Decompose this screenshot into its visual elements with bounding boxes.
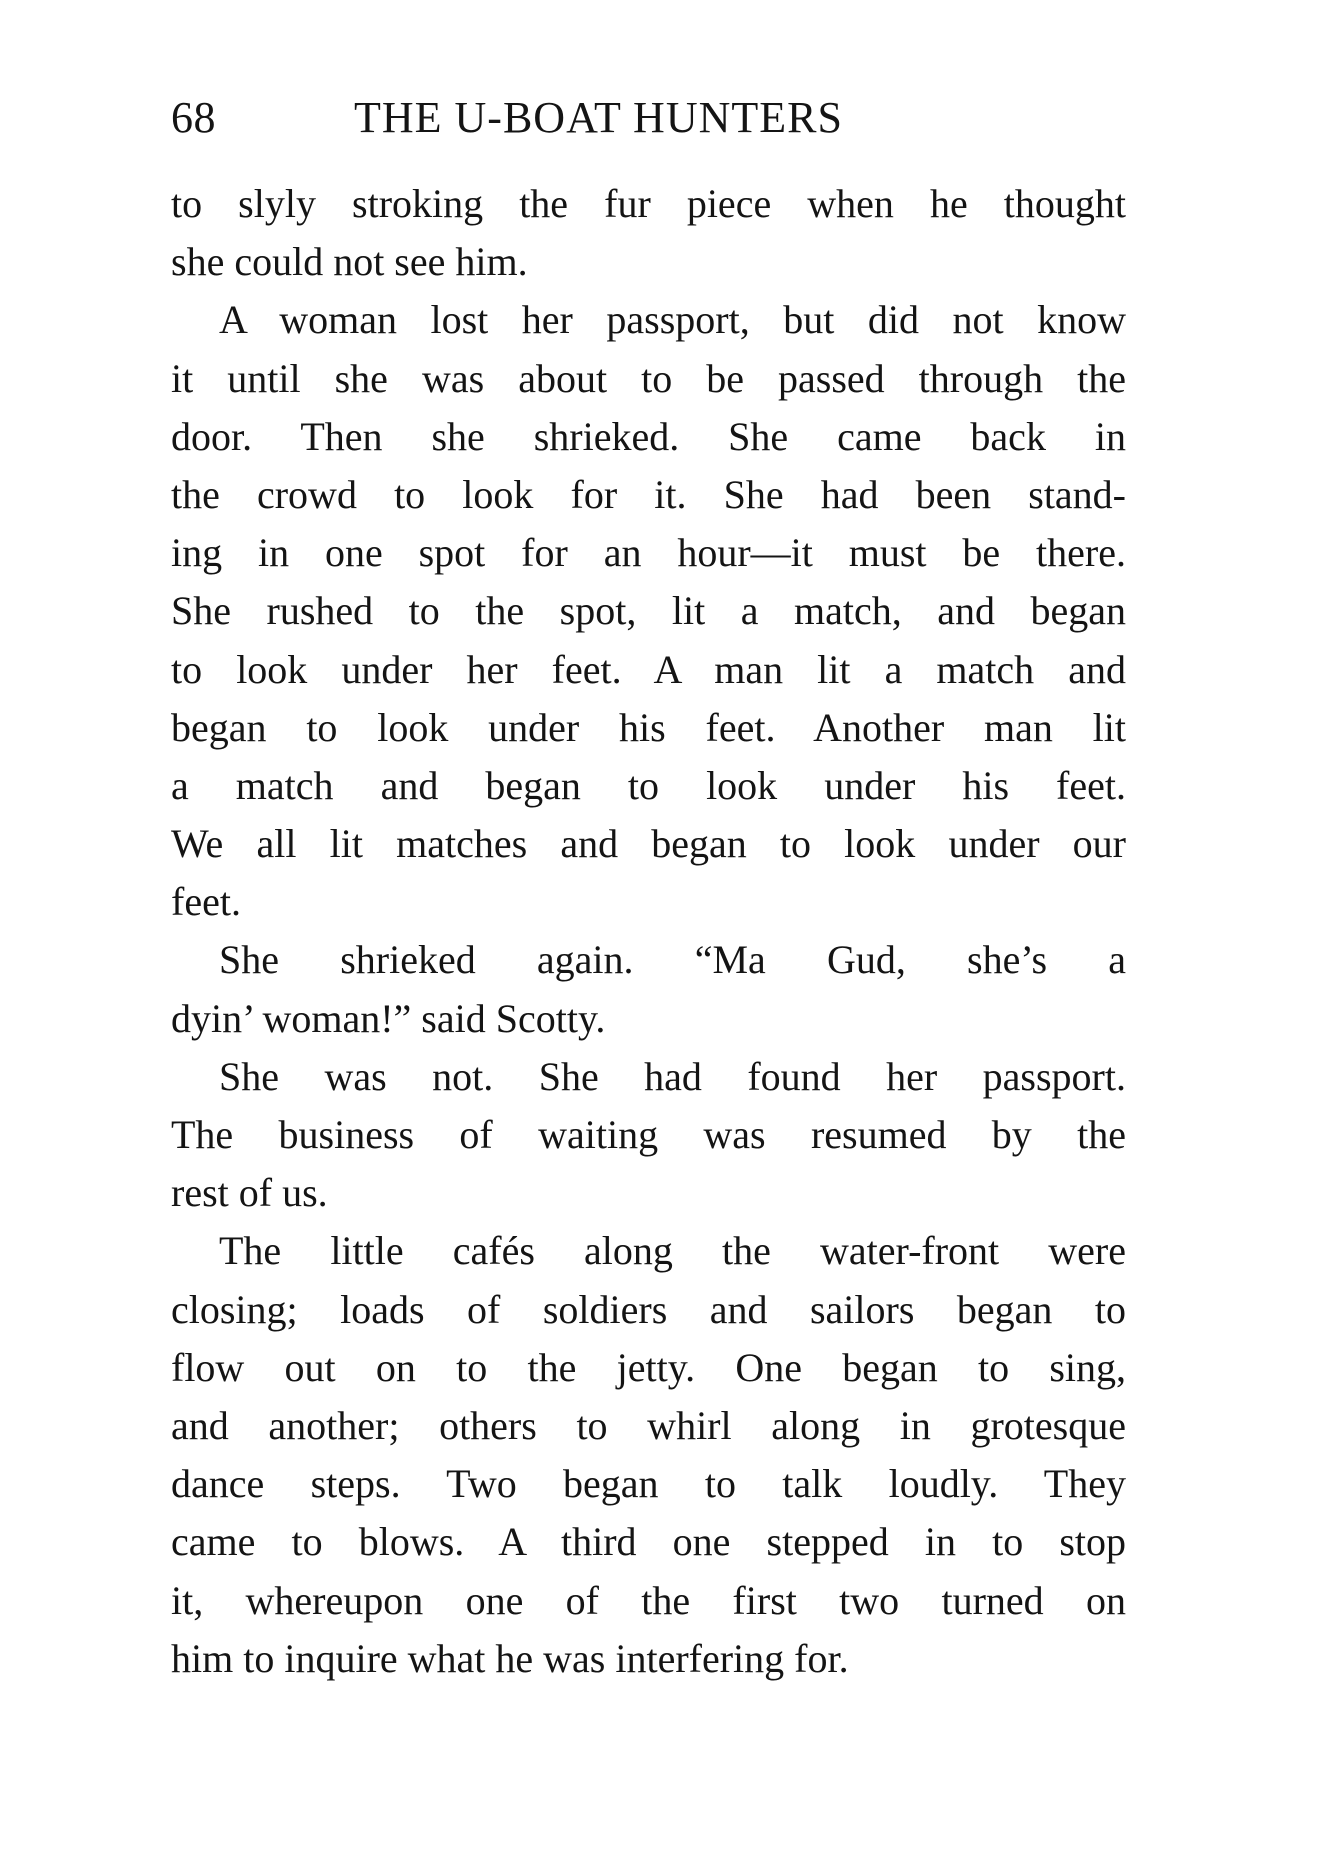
text-line: The business of waiting was resumed by the — [171, 1112, 1126, 1157]
page-number: 68 — [171, 93, 216, 142]
text-line: a match and began to look under his feet. — [171, 762, 1126, 808]
text-line: The little cafés along the water-front were — [219, 1228, 1126, 1274]
text-line: feet. — [171, 879, 241, 925]
text-line: she could not see him. — [171, 239, 528, 285]
text-line: it, whereupon one of the first two turned on — [171, 1577, 1126, 1623]
text-line: to look under her feet. A man lit a match and — [171, 646, 1126, 692]
text-line: began to look under his feet. Another man lit — [171, 704, 1126, 750]
text-line: and another; others to whirl along in grotesque — [171, 1402, 1126, 1448]
text-line: dance steps. Two began to talk loudly. They — [171, 1461, 1126, 1507]
text-line: rest of us. — [171, 1170, 328, 1216]
text-line: closing; loads of soldiers and sailors began to — [171, 1286, 1126, 1332]
text-line: flow out on to the jetty. One began to sing, — [171, 1344, 1126, 1390]
text-line: She rushed to the spot, lit a match, and began — [171, 588, 1126, 634]
text-line: the crowd to look for it. She had been stand- — [171, 471, 1126, 517]
text-line: ing in one spot for an hour—it must be there. — [171, 530, 1126, 576]
text-line: A woman lost her passport, but did not know — [219, 297, 1126, 343]
text-line: it until she was about to be passed through the — [171, 355, 1126, 401]
text-line: came to blows. A third one stepped in to stop — [171, 1519, 1126, 1565]
text-line: to slyly stroking the fur piece when he thought — [171, 181, 1126, 226]
running-title: THE U-BOAT HUNTERS — [354, 93, 843, 142]
text-line: door. Then she shrieked. She came back in — [171, 413, 1126, 459]
body-text — [171, 175, 1126, 1688]
text-line: him to inquire what he was interfering for. — [171, 1635, 849, 1681]
text-line: We all lit matches and began to look under our — [171, 821, 1126, 867]
text-line: dyin’ woman!” said Scotty. — [171, 995, 606, 1041]
text-line: She was not. She had found her passport. — [219, 1053, 1126, 1099]
page-header — [171, 88, 1111, 148]
text-line: She shrieked again. “Ma Gud, she’s a — [219, 937, 1126, 983]
